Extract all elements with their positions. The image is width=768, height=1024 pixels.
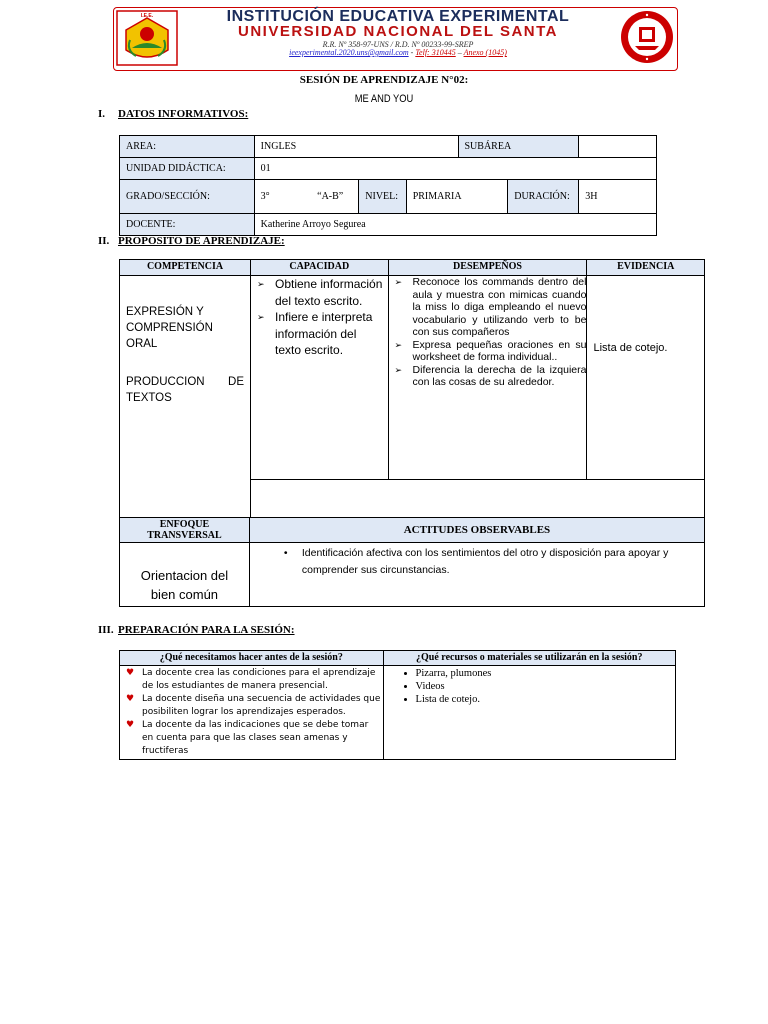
bullet-dot: •: [283, 547, 288, 559]
recurso-item: • Lista de cotejo.: [416, 693, 673, 706]
preparacion-table: [119, 650, 676, 760]
contact-line: ieexperimental.2020.uns@gmail.com - Telf: 310445 – Anexo (1045): [289, 48, 507, 57]
heart-icon: ♥: [126, 668, 135, 678]
heart-icon: ♥: [126, 720, 135, 730]
section-label: DATOS INFORMATIVOS:: [118, 108, 249, 120]
evidencia-cell: Lista de cotejo.: [587, 276, 705, 480]
annex-text: Anexo (1045): [463, 48, 507, 57]
section-heading-2: [98, 235, 285, 247]
section-number: I.: [98, 108, 106, 120]
header-actitudes: ACTITUDES OBSERVABLES: [249, 518, 704, 543]
competencia-2: PRODUCCION DE TEXTOS: [126, 376, 244, 404]
actitud-cell: [249, 543, 704, 607]
phone-text: Telf: 310445: [415, 48, 456, 57]
antes-item: [122, 719, 381, 758]
university-name: UNIVERSIDAD NACIONAL DEL SANTA: [237, 23, 559, 40]
recursos-cell: [383, 666, 675, 760]
header-antes: ¿Qué necesitamos hacer antes de la sesión?: [120, 651, 384, 666]
section-number: II.: [98, 235, 110, 247]
antes-text: La docente da las indicaciones que se debe tomar en cuenta para que las clases sean amenas y fructiferas: [142, 720, 369, 756]
competencia-cell: [120, 276, 251, 518]
desempenos-list: [391, 276, 587, 389]
section-label: PREPARACIÓN PARA LA SESIÓN:: [118, 624, 295, 636]
docente-value: Katherine Arroyo Segurea: [254, 214, 656, 236]
subarea-value: [579, 136, 657, 158]
header-enfoque: ENFOQUE TRANSVERSAL: [120, 518, 250, 543]
nivel-label: NIVEL:: [359, 180, 406, 214]
school-logo-left: [116, 10, 178, 66]
recurso-item: • Pizarra, plumones: [416, 667, 673, 680]
university-seal-right: [620, 10, 674, 64]
recurso-item: • Videos: [416, 680, 673, 693]
capacidad-item: ➢ Obtiene información del texto escrito.: [253, 276, 386, 309]
antes-text: La docente crea las condiciones para el aprendizaje de los estudiantes de manera presencial.: [142, 668, 376, 691]
recursos-list: [386, 667, 673, 706]
area-label: AREA:: [120, 136, 255, 158]
header-recursos: ¿Qué recursos o materiales se utilizarán en la sesión?: [383, 651, 675, 666]
antes-text: La docente diseña una secuencia de actividades que posibiliten lograr los aprendizajes esperados.: [142, 694, 381, 717]
enfoque-value: Orientacion del bien común: [120, 543, 250, 607]
unidad-label: UNIDAD DIDÁCTICA:: [120, 158, 255, 180]
grado-value: 3°: [254, 180, 311, 214]
antes-item: [122, 667, 381, 693]
session-title: SESIÓN DE APRENDIZAJE N°02:: [299, 74, 469, 86]
heart-icon: ♥: [126, 694, 135, 704]
area-value: INGLES: [254, 136, 458, 158]
nivel-value: PRIMARIA: [406, 180, 508, 214]
email-link[interactable]: ieexperimental.2020.uns@gmail.com: [289, 48, 409, 57]
subarea-label: SUBÁREA: [458, 136, 579, 158]
header-competencia: COMPETENCIA: [120, 260, 251, 276]
section-heading-3: [98, 624, 295, 636]
desempeno-item: ➢ Diferencia la derecha de la izquiera con las cosas de su alrededor.: [391, 364, 587, 389]
actitud-text: Identificación afectiva con los sentimientos del otro y disposición para apoyar y comprender sus circunstancias.: [301, 547, 669, 576]
seccion-value: “A-B”: [311, 180, 359, 214]
datos-informativos-table: [119, 135, 657, 236]
enfoque-table: [119, 517, 705, 607]
registration-numbers: R.R. Nº 358-97-UNS / R.D. Nº 00233-99-SREP: [322, 40, 474, 49]
section-heading-1: [98, 108, 248, 120]
header-evidencia: EVIDENCIA: [587, 260, 705, 276]
institution-name: INSTITUCIÓN EDUCATIVA EXPERIMENTAL: [226, 8, 570, 25]
antes-cell: [120, 666, 384, 760]
header-capacidad: CAPACIDAD: [251, 260, 389, 276]
proposito-table: [119, 259, 705, 518]
section-number: III.: [98, 624, 114, 636]
unidad-value: 01: [254, 158, 656, 180]
duracion-value: 3H: [579, 180, 657, 214]
competencia-1: EXPRESIÓN Y COMPRENSIÓN ORAL: [126, 306, 213, 350]
desempeno-item: ➢ Reconoce los commands dentro del aula y muestra con mimicas cuando la miss lo diga empleando el nuevo vocabulario y utilizando verb to be con sus compañeros: [391, 276, 587, 339]
svg-text:I.E.E.: I.E.E.: [140, 13, 154, 19]
header-desempenos: DESEMPEÑOS: [388, 260, 587, 276]
capacidad-item: ➢ Infiere e interpreta información del texto escrito.: [253, 309, 386, 359]
capacidad-cell: [251, 276, 389, 480]
empty-cell: [251, 480, 705, 518]
desempeno-item: ➢ Expresa pequeñas oraciones en su worksheet de forma individual..: [391, 339, 587, 364]
duracion-label: DURACIÓN:: [508, 180, 579, 214]
docente-label: DOCENTE:: [120, 214, 255, 236]
desempenos-cell: [388, 276, 587, 480]
capacidad-list: [253, 276, 386, 359]
session-subtitle: ME AND YOU: [354, 93, 414, 105]
antes-item: [122, 693, 381, 719]
grado-label: GRADO/SECCIÓN:: [120, 180, 255, 214]
section-label: PROPOSITO DE APRENDIZAJE:: [118, 235, 285, 247]
